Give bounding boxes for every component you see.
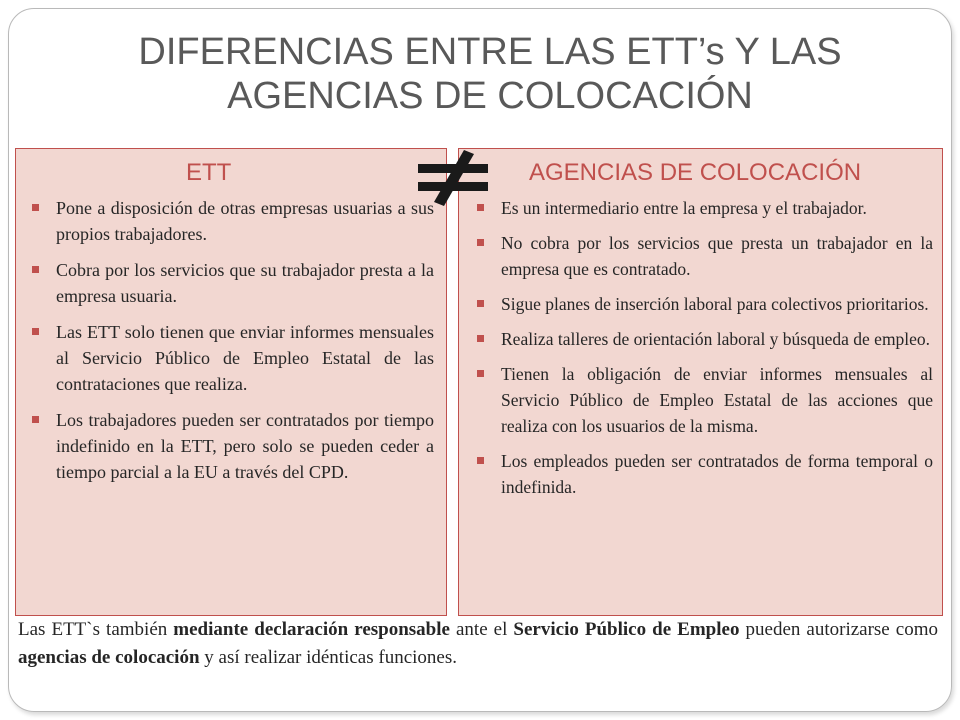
list-item: Tienen la obligación de enviar informes mensuales al Servicio Público de Empleo Estatal de las acciones que realiza con los usuarios de la misma. xyxy=(473,361,933,439)
list-item: Los trabajadores pueden ser contratados por tiempo indefinido en la ETT, pero solo se pueden ceder a tiempo parcial a la EU a través del CPD. xyxy=(28,407,434,485)
slide-title: DIFERENCIAS ENTRE LAS ETT’s Y LAS AGENCIAS DE COLOCACIÓN xyxy=(138,31,842,117)
agencias-heading: AGENCIAS DE COLOCACIÓN xyxy=(529,159,862,186)
square-bullet-icon xyxy=(477,239,484,246)
not-equal-icon xyxy=(412,148,494,208)
square-bullet-icon xyxy=(477,300,484,307)
ett-list xyxy=(28,195,434,495)
square-bullet-icon xyxy=(477,370,484,377)
list-item: Las ETT solo tienen que enviar informes mensuales al Servicio Público de Empleo Estatal de las contrataciones que realiza. xyxy=(28,319,434,397)
list-item: Es un intermediario entre la empresa y el trabajador. xyxy=(473,195,933,221)
ett-heading: ETT xyxy=(186,159,232,186)
square-bullet-icon xyxy=(32,416,39,423)
list-item: Pone a disposición de otras empresas usuarias a sus propios trabajadores. xyxy=(28,195,434,247)
footer-note: Las ETT`s también mediante declaración responsable ante el Servicio Público de Empleo pueden autorizarse como agencias de colocación y así realizar idénticas funciones. xyxy=(18,619,938,668)
agencias-panel xyxy=(458,148,943,616)
list-item: Realiza talleres de orientación laboral y búsqueda de empleo. xyxy=(473,326,933,352)
square-bullet-icon xyxy=(32,204,39,211)
agencias-list xyxy=(473,195,933,509)
square-bullet-icon xyxy=(477,457,484,464)
list-item: Los empleados pueden ser contratados de forma temporal o indefinida. xyxy=(473,448,933,500)
list-item: Sigue planes de inserción laboral para colectivos prioritarios. xyxy=(473,291,933,317)
square-bullet-icon xyxy=(477,335,484,342)
list-item: No cobra por los servicios que presta un trabajador en la empresa que es contratado. xyxy=(473,230,933,282)
square-bullet-icon xyxy=(32,266,39,273)
list-item: Cobra por los servicios que su trabajador presta a la empresa usuaria. xyxy=(28,257,434,309)
ett-panel xyxy=(15,148,447,616)
square-bullet-icon xyxy=(32,328,39,335)
